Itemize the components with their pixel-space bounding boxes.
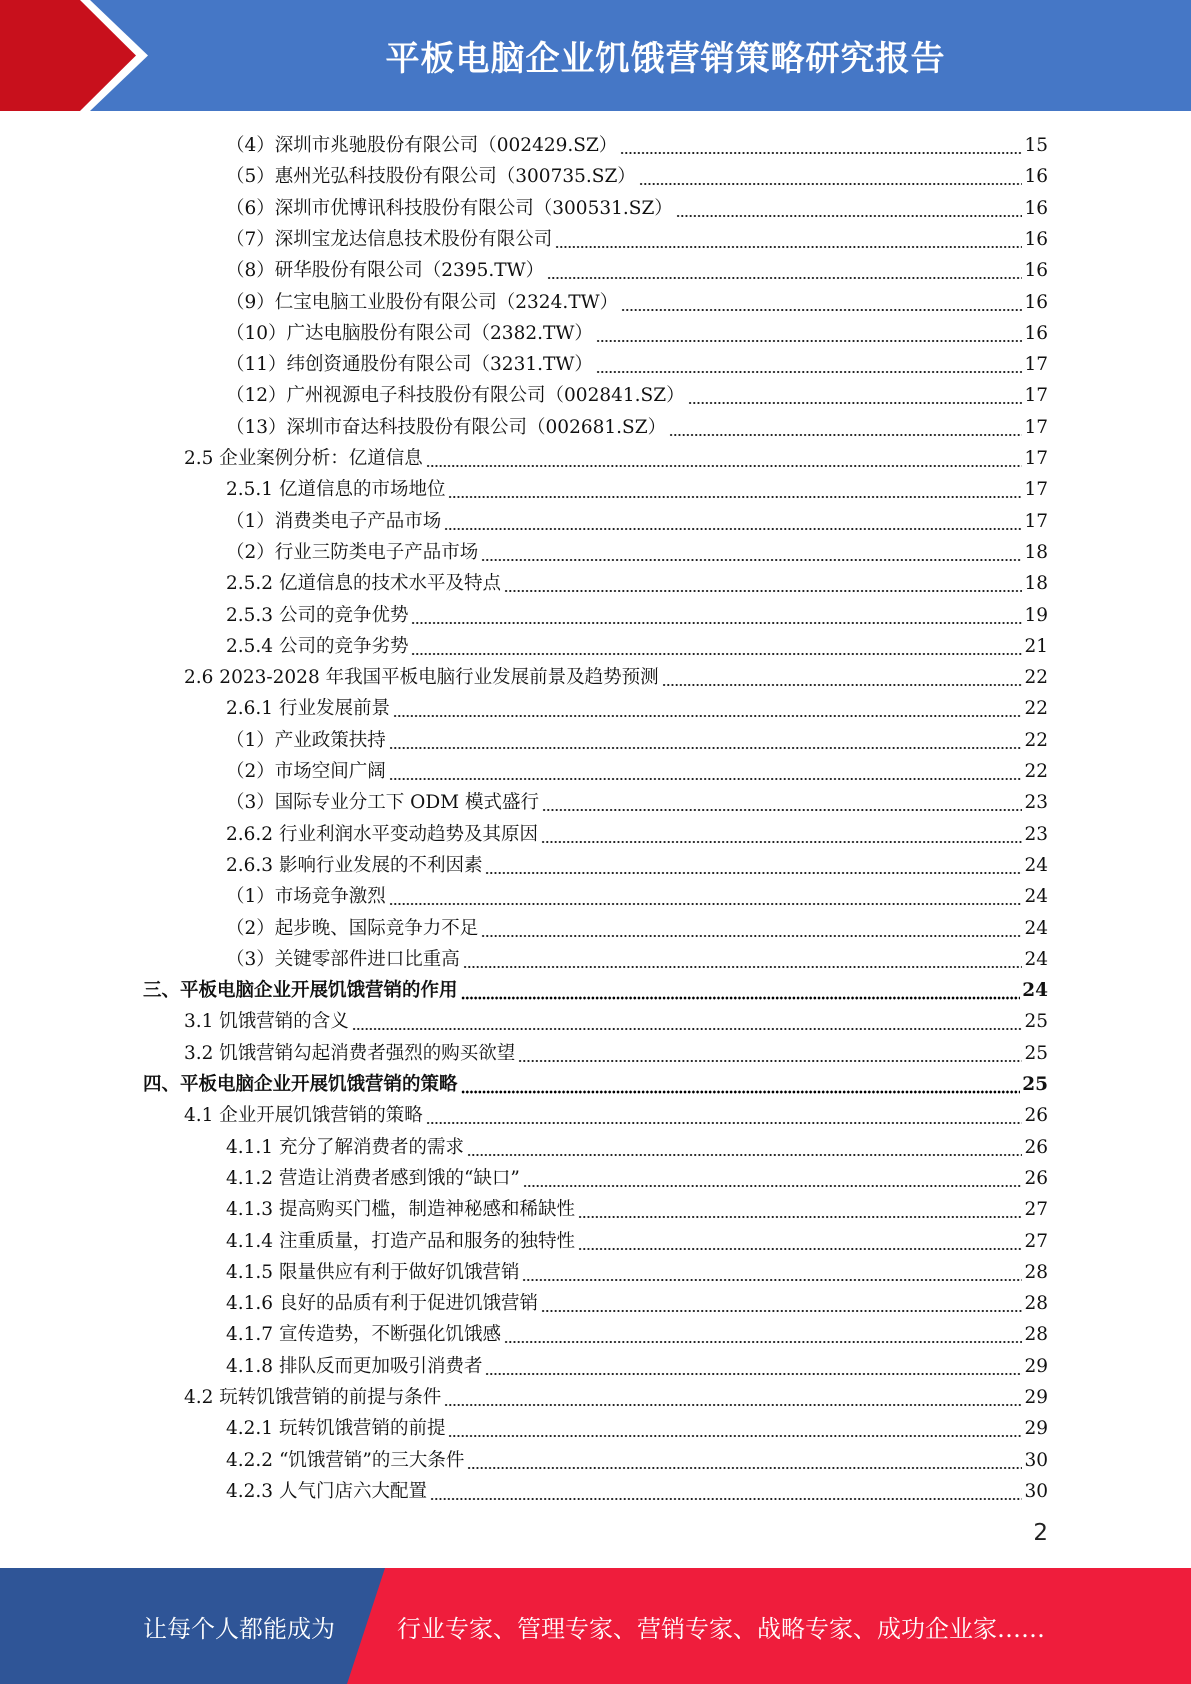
toc-dot-leader	[389, 729, 1023, 753]
toc-dot-leader	[444, 510, 1022, 534]
toc-entry[interactable]	[226, 534, 1048, 565]
toc-entry-page: 28	[1024, 1293, 1048, 1315]
toc-dot-leader	[411, 635, 1022, 659]
toc-entry-page: 22	[1024, 729, 1048, 751]
toc-entry-page: 16	[1024, 197, 1048, 219]
toc-entry[interactable]	[226, 221, 1048, 252]
toc-entry-title: 2.5 企业案例分析：亿道信息	[184, 448, 423, 469]
toc-entry-title: （3）国际专业分工下 ODM 模式盛行	[226, 792, 539, 814]
toc-entry-page: 28	[1024, 1261, 1048, 1283]
toc-entry[interactable]	[226, 346, 1048, 377]
toc-dot-leader	[504, 572, 1022, 596]
toc-entry-page: 17	[1024, 510, 1048, 532]
toc-entry-title: 2.5.3 公司的竞争优势	[226, 604, 409, 626]
toc-dot-leader	[467, 1136, 1022, 1160]
toc-entry-page: 17	[1024, 385, 1048, 407]
toc-entry-page: 28	[1024, 1324, 1048, 1346]
toc-dot-leader	[669, 416, 1022, 440]
toc-entry-title: 4.2.2 “饥饿营销”的三大条件	[226, 1449, 465, 1471]
toc-dot-leader	[542, 791, 1022, 815]
toc-entry[interactable]	[226, 1316, 1048, 1347]
toc-entry-title: （1）市场竞争激烈	[226, 886, 386, 908]
toc-dot-leader	[448, 478, 1022, 502]
toc-entry-page: 21	[1024, 635, 1048, 657]
toc-dot-leader	[485, 1355, 1022, 1379]
toc-entry-page: 23	[1024, 792, 1048, 814]
toc-entry-title: （12）广州视源电子科技股份有限公司（002841.SZ）	[226, 385, 685, 407]
toc-entry-page: 24	[1024, 948, 1048, 970]
toc-dot-leader	[522, 1261, 1022, 1285]
toc-entry[interactable]	[226, 1191, 1048, 1222]
toc-entry[interactable]	[226, 753, 1048, 784]
toc-dot-leader	[662, 666, 1023, 690]
toc-entry-title: 4.1.7 宣传造势，不断强化饥饿感	[226, 1324, 501, 1346]
toc-entry-page: 16	[1024, 166, 1048, 188]
toc-entry-page: 25	[1024, 1042, 1048, 1064]
toc-entry-page: 17	[1024, 416, 1048, 438]
toc-entry[interactable]	[226, 878, 1048, 909]
toc-entry-page: 29	[1024, 1387, 1048, 1408]
toc-entry-page: 26	[1024, 1136, 1048, 1158]
toc-entry[interactable]	[226, 471, 1048, 502]
toc-entry-page: 25	[1024, 1011, 1048, 1033]
toc-entry-title: （8）研华股份有限公司（2395.TW）	[226, 260, 545, 282]
report-title: 平板电脑企业饥饿营销策略研究报告	[385, 39, 946, 79]
toc-dot-leader	[541, 823, 1022, 847]
toc-entry-page: 15	[1024, 135, 1048, 156]
toc-dot-leader	[578, 1230, 1022, 1254]
toc-entry[interactable]	[184, 1097, 1048, 1128]
toc-entry-title: （5）惠州光弘科技股份有限公司（300735.SZ）	[226, 166, 636, 188]
toc-entry-page: 16	[1024, 291, 1048, 313]
toc-entry[interactable]	[226, 158, 1048, 189]
toc-entry-title: 2.6.1 行业发展前景	[226, 698, 390, 720]
toc-dot-leader	[426, 1104, 1023, 1128]
toc-entry-page: 25	[1022, 1074, 1048, 1095]
toc-dot-leader	[461, 1073, 1021, 1097]
toc-entry[interactable]	[184, 440, 1048, 471]
toc-dot-leader	[596, 322, 1023, 346]
toc-entry-page: 30	[1024, 1449, 1048, 1471]
toc-entry[interactable]	[226, 1129, 1048, 1160]
toc-entry[interactable]	[226, 377, 1048, 408]
toc-entry-page: 19	[1024, 604, 1048, 626]
toc-dot-leader	[463, 948, 1023, 972]
toc-entry-title: 4.1.8 排队反而更加吸引消费者	[226, 1355, 483, 1377]
toc-dot-leader	[411, 604, 1022, 628]
toc-entry[interactable]	[226, 1285, 1048, 1316]
toc-entry[interactable]	[226, 1442, 1048, 1473]
toc-entry-title: 4.2.1 玩转饥饿营销的前提	[226, 1418, 446, 1440]
toc-entry-page: 23	[1024, 823, 1048, 845]
toc-entry[interactable]	[143, 972, 1048, 1003]
footer-banner	[0, 1568, 1191, 1684]
toc-entry[interactable]	[226, 1473, 1048, 1504]
toc-entry-page: 16	[1024, 322, 1048, 344]
toc-entry-title: （7）深圳宝龙达信息技术股份有限公司	[226, 228, 553, 250]
toc-entry-title: 4.1 企业开展饥饿营销的策略	[184, 1105, 423, 1127]
toc-entry-page: 22	[1024, 667, 1048, 689]
toc-entry[interactable]	[226, 565, 1048, 596]
toc-dot-leader	[389, 760, 1023, 784]
header-arrow-decoration	[0, 0, 160, 111]
toc-dot-leader	[448, 1417, 1022, 1441]
toc-entry-title: （2）行业三防类电子产品市场	[226, 541, 479, 563]
toc-entry-title: 四、平板电脑企业开展饥饿营销的策略	[143, 1074, 458, 1095]
toc-dot-leader	[504, 1323, 1022, 1347]
toc-entry-title: 4.1.2 营造让消费者感到饿的“缺口”	[226, 1167, 520, 1189]
toc-dot-leader	[467, 1449, 1022, 1473]
toc-entry-page: 24	[1022, 980, 1048, 1002]
toc-entry-title: （1）消费类电子产品市场	[226, 510, 442, 532]
toc-dot-leader	[444, 1386, 1022, 1410]
toc-entry[interactable]	[184, 1379, 1048, 1410]
toc-dot-leader	[578, 1198, 1022, 1222]
toc-entry-title: （13）深圳市奋达科技股份有限公司（002681.SZ）	[226, 416, 667, 438]
toc-entry[interactable]	[226, 1410, 1048, 1441]
toc-entry-title: （4）深圳市兆驰股份有限公司（002429.SZ）	[226, 135, 618, 156]
toc-entry[interactable]	[226, 941, 1048, 972]
toc-entry-page: 27	[1024, 1230, 1048, 1252]
toc-entry-page: 18	[1024, 541, 1048, 563]
toc-entry-title: 4.1.6 良好的品质有利于促进饥饿营销	[226, 1293, 538, 1315]
toc-dot-leader	[430, 1480, 1022, 1504]
header-banner	[0, 0, 1191, 111]
toc-entry-page: 17	[1024, 448, 1048, 469]
toc-entry[interactable]	[226, 1254, 1048, 1285]
toc-entry-page: 16	[1024, 228, 1048, 250]
footer-slogan-right: 行业专家、管理专家、营销专家、战略专家、成功企业家……	[397, 1614, 1045, 1643]
toc-entry-title: 3.2 饥饿营销勾起消费者强烈的购买欲望	[184, 1042, 516, 1064]
toc-entry[interactable]	[226, 1160, 1048, 1191]
toc-entry-page: 22	[1024, 761, 1048, 782]
toc-entry[interactable]	[226, 847, 1048, 878]
toc-entry[interactable]	[226, 1348, 1048, 1379]
toc-entry-page: 24	[1024, 854, 1048, 876]
toc-dot-leader	[426, 447, 1023, 471]
toc-entry-title: 4.2.3 人气门店六大配置	[226, 1480, 427, 1502]
toc-entry[interactable]	[184, 1035, 1048, 1066]
toc-dot-leader	[389, 885, 1023, 909]
toc-dot-leader	[555, 228, 1022, 252]
toc-dot-leader	[541, 1292, 1022, 1316]
toc-entry[interactable]	[226, 628, 1048, 659]
toc-entry-title: （6）深圳市优博讯科技股份有限公司（300531.SZ）	[226, 197, 673, 219]
toc-dot-leader	[485, 854, 1022, 878]
toc-entry-page: 27	[1024, 1199, 1048, 1221]
toc-dot-leader	[620, 134, 1022, 158]
toc-entry-title: （9）仁宝电脑工业股份有限公司（2324.TW）	[226, 291, 619, 313]
toc-entry-page: 18	[1024, 573, 1048, 595]
toc-entry[interactable]	[226, 315, 1048, 346]
toc-entry-page: 29	[1024, 1355, 1048, 1377]
toc-entry-title: （1）产业政策扶持	[226, 729, 386, 751]
toc-dot-leader	[518, 1042, 1022, 1066]
toc-entry[interactable]	[184, 1003, 1048, 1034]
toc-entry[interactable]	[226, 784, 1048, 815]
toc-dot-leader	[596, 353, 1023, 377]
toc-entry-title: 4.1.1 充分了解消费者的需求	[226, 1136, 464, 1158]
toc-entry-page: 17	[1024, 479, 1048, 501]
toc-dot-leader	[621, 291, 1022, 315]
toc-entry[interactable]	[226, 409, 1048, 440]
toc-entry-title: 2.5.4 公司的竞争劣势	[226, 635, 409, 657]
toc-entry[interactable]	[226, 816, 1048, 847]
toc-entry-title: 4.2 玩转饥饿营销的前提与条件	[184, 1387, 442, 1408]
toc-entry[interactable]	[226, 722, 1048, 753]
toc-entry[interactable]	[226, 127, 1048, 158]
toc-dot-leader	[461, 979, 1021, 1003]
toc-entry-page: 22	[1024, 698, 1048, 720]
toc-dot-leader	[352, 1010, 1023, 1034]
toc-entry[interactable]	[184, 659, 1048, 690]
toc-entry[interactable]	[143, 1066, 1048, 1097]
toc-entry-page: 17	[1024, 354, 1048, 376]
toc-entry-page: 30	[1024, 1480, 1048, 1502]
toc-entry[interactable]	[226, 252, 1048, 283]
toc-entry-title: 2.5.2 亿道信息的技术水平及特点	[226, 573, 501, 595]
toc-entry-title: 三、平板电脑企业开展饥饿营销的作用	[143, 980, 458, 1002]
toc-entry[interactable]	[226, 690, 1048, 721]
toc-entry-title: 4.1.4 注重质量，打造产品和服务的独特性	[226, 1230, 575, 1252]
toc-entry[interactable]	[226, 284, 1048, 315]
page-number: 2	[1033, 1520, 1048, 1546]
toc-entry-page: 26	[1024, 1105, 1048, 1127]
toc-entry-title: （10）广达电脑股份有限公司（2382.TW）	[226, 322, 593, 344]
toc-entry-title: 3.1 饥饿营销的含义	[184, 1011, 349, 1033]
toc-entry-page: 24	[1024, 917, 1048, 939]
toc-dot-leader	[639, 165, 1023, 189]
toc-dot-leader	[523, 1167, 1023, 1191]
toc-entry-title: 2.6.3 影响行业发展的不利因素	[226, 854, 483, 876]
toc-entry[interactable]	[226, 1223, 1048, 1254]
toc-entry-title: 2.6.2 行业利润水平变动趋势及其原因	[226, 823, 538, 845]
toc-dot-leader	[547, 259, 1022, 283]
toc-entry[interactable]	[226, 503, 1048, 534]
toc-entry-page: 29	[1024, 1418, 1048, 1440]
toc-entry-page: 16	[1024, 260, 1048, 282]
toc-entry[interactable]	[226, 910, 1048, 941]
toc-entry-title: （11）纬创资通股份有限公司（3231.TW）	[226, 354, 593, 376]
toc-dot-leader	[481, 917, 1022, 941]
toc-entry-title: 2.6 2023-2028 年我国平板电脑行业发展前景及趋势预测	[184, 667, 659, 689]
toc-entry-title: （2）市场空间广阔	[226, 761, 386, 782]
toc-entry-title: 4.1.5 限量供应有利于做好饥饿营销	[226, 1261, 520, 1283]
toc-entry-title: 2.5.1 亿道信息的市场地位	[226, 479, 446, 501]
toc-entry[interactable]	[226, 190, 1048, 221]
toc-dot-leader	[688, 384, 1023, 408]
toc-dot-leader	[676, 197, 1023, 221]
footer-slogan-left: 让每个人都能成为	[143, 1614, 335, 1643]
toc-dot-leader	[481, 541, 1022, 565]
toc-dot-leader	[393, 697, 1022, 721]
toc-entry-title: 4.1.3 提高购买门槛，制造神秘感和稀缺性	[226, 1199, 575, 1221]
toc-entry-page: 26	[1024, 1167, 1048, 1189]
toc-entry[interactable]	[226, 597, 1048, 628]
toc-entry-title: （3）关键零部件进口比重高	[226, 948, 460, 970]
toc-entry-page: 24	[1024, 886, 1048, 908]
toc-entry-title: （2）起步晚、国际竞争力不足	[226, 917, 479, 939]
